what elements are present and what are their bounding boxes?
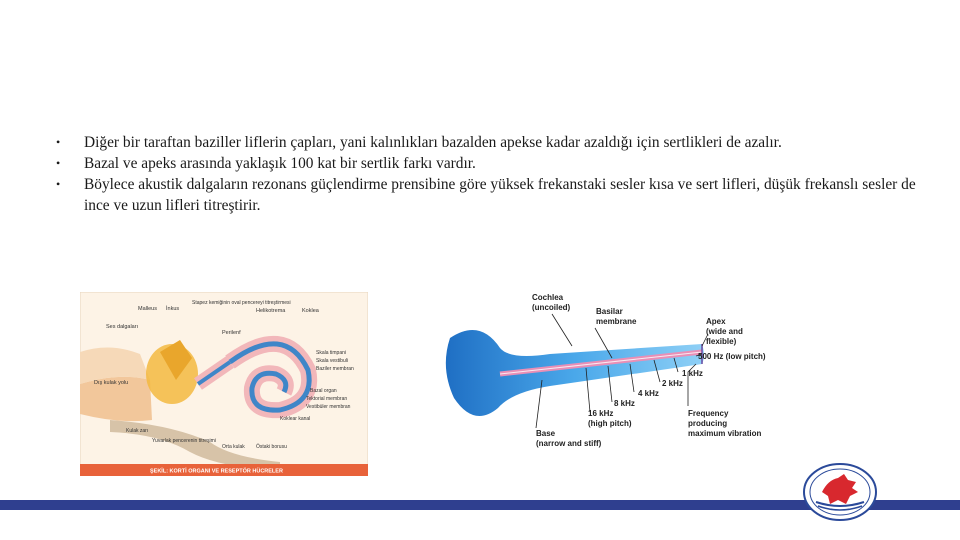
label-incus: İnkus — [166, 306, 180, 312]
label-apex-2: (wide and — [706, 327, 743, 336]
label-base-1: Base — [536, 429, 556, 438]
label-stapes: Stapez kemiğinin oval pencereyi titreştirmesi — [192, 300, 291, 306]
bullet-text: Diğer bir taraftan baziller liflerin çapları, yani kalınlıkları bazalden apekse kadar azaldığı için sertlikleri de azalır. — [84, 134, 782, 151]
ear-anatomy-figure — [80, 292, 368, 476]
label-ses-dalgalari: Ses dalgaları — [106, 324, 139, 330]
label-skala-timpani: Skala timpani — [316, 350, 347, 356]
bullet-list — [56, 132, 936, 216]
label-basilar-1: Basilar — [596, 307, 623, 316]
label-1khz: 1 kHz — [682, 369, 703, 378]
cochlea-figure — [440, 288, 780, 458]
label-frequency-3: maximum vibration — [688, 429, 762, 438]
label-16khz-1: 16 kHz — [588, 409, 614, 418]
label-frequency-2: producing — [688, 419, 728, 428]
label-cochlea-1: Cochlea — [532, 293, 564, 302]
label-baziler-membran: Baziler membran — [316, 366, 354, 372]
bullet-text: Böylece akustik dalgaların rezonans güçlendirme prensibine göre yüksek frekanstaki sesler kısa ve sert lifleri, düşük frekanslı sesler de ince ve uzun lifleri titreştirir. — [84, 176, 916, 214]
label-malleus: Malleus — [138, 306, 157, 312]
label-500hz: 500 Hz (low pitch) — [698, 352, 766, 361]
label-basilar-2: membrane — [596, 317, 637, 326]
label-apex-3: flexible) — [706, 337, 737, 346]
bullet-dot-icon: • — [56, 156, 61, 170]
label-yuvarlak: Yuvarlak pencerenin titreşimi — [152, 438, 216, 444]
label-vestibuler: Vestibüler membran — [306, 404, 351, 410]
label-skala-vestibuli: Skala vestibuli — [316, 358, 348, 364]
figure-caption: ŞEKİL: KORTİ ORGANI VE RESEPTÖR HÜCRELER — [150, 468, 283, 475]
label-bazal-organ: Bazal organ — [310, 388, 337, 394]
bullet-item — [56, 174, 936, 216]
bullet-item — [56, 153, 936, 174]
bullet-dot-icon: • — [56, 177, 61, 191]
label-koklea: Koklea — [302, 308, 319, 314]
label-base-2: (narrow and stiff) — [536, 439, 602, 448]
label-perilenf: Perilenf — [222, 330, 241, 336]
label-orta-kulak: Orta kulak — [222, 444, 245, 450]
label-helicotrema: Helikotrema — [256, 308, 286, 314]
label-kulak-zari: Kulak zarı — [126, 428, 149, 434]
label-ostaki: Östaki borusu — [256, 444, 287, 450]
label-apex-1: Apex — [706, 317, 726, 326]
label-tektorial: Tektorial membran — [306, 396, 348, 402]
bullet-dot-icon: • — [56, 135, 61, 149]
label-2khz: 2 kHz — [662, 379, 683, 388]
label-4khz: 4 kHz — [638, 389, 659, 398]
label-koklear-kanal: Koklear kanal — [280, 416, 311, 422]
bullet-item — [56, 132, 936, 153]
label-frequency-1: Frequency — [688, 409, 729, 418]
university-logo-icon — [800, 462, 880, 524]
label-cochlea-2: (uncoiled) — [532, 303, 571, 312]
label-16khz-2: (high pitch) — [588, 419, 632, 428]
bullet-text: Bazal ve apeks arasında yaklaşık 100 kat bir sertlik farkı vardır. — [84, 155, 476, 172]
label-8khz: 8 kHz — [614, 399, 635, 408]
label-dis-kulak-yolu: Dış kulak yolu — [94, 380, 129, 386]
